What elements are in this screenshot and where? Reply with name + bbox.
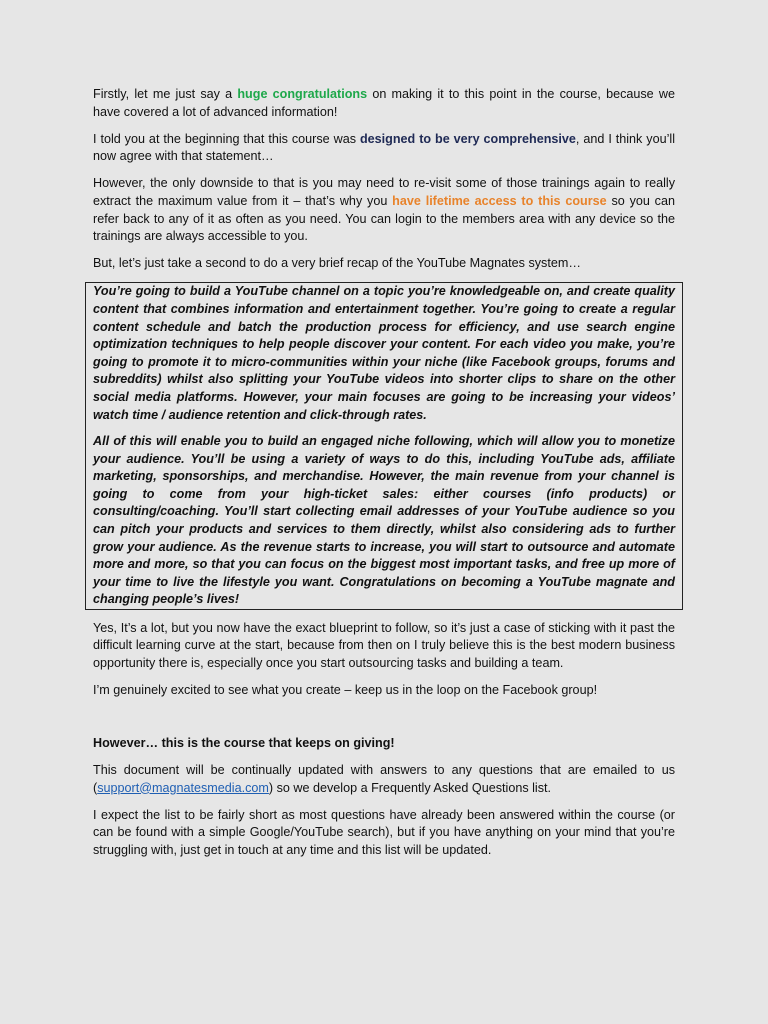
intro-paragraph-1 bbox=[93, 86, 675, 121]
faq-heading: However… this is the course that keeps on giving! bbox=[93, 735, 395, 750]
text-run: ) so we develop a Frequently Asked Questions list. bbox=[268, 780, 552, 795]
recap-box bbox=[85, 282, 683, 610]
faq-paragraph-1 bbox=[93, 762, 675, 797]
text-run: This document will be continually updated with answers to any questions that are emailed to us ( bbox=[93, 763, 675, 795]
text-run: on making it to this point in the course, because we have covered a lot of advanced information! bbox=[93, 87, 675, 119]
document-page bbox=[93, 86, 675, 869]
text-run: , and I think you’ll now agree with that statement… bbox=[93, 131, 675, 164]
faq-paragraph-2: I expect the list to be fairly short as most questions have already been answered within the course (or can be found with a simple Google/YouTube search), but if you have anything on your mind that you’re struggling with, just get in touch at any time and this list will be updated. bbox=[93, 807, 675, 857]
intro-paragraph-2 bbox=[93, 131, 675, 166]
highlight-congratulations: huge congratulations bbox=[237, 87, 368, 101]
text-run: However, the only downside to that is you may need to re-visit some of those trainings again to really extract the maximum value from it – that’s why you bbox=[93, 176, 675, 208]
intro-paragraph-3 bbox=[93, 175, 675, 245]
highlight-comprehensive: designed to be very comprehensive bbox=[359, 131, 576, 146]
recap-paragraph-2: All of this will enable you to build an engaged niche following, which will allow you to monetize your audience. You’ll be using a variety of ways to do this, including YouTube ads, affiliate marketing, sponsorships, and merchandise. However, the main revenue from your channel is going to come from your high-ticket sales: either courses (info products) or consulting/coaching. You’ll start collecting email addresses of your YouTube audience so you can pitch your products and services to them directly, whilst also considering ads to further grow your audience. As the revenue starts to increase, you will start to outsource and automate more and more, so that you can focus on the biggest most important tasks, and free up more of your time to live the lifestyle you want. Congratulations on becoming a YouTube magnate and changing people’s lives! bbox=[93, 434, 675, 607]
text-run: I told you at the beginning that this course was bbox=[93, 131, 360, 146]
closing-paragraph-2: I’m genuinely excited to see what you create – keep us in the loop on the Facebook group! bbox=[93, 682, 598, 697]
spacer bbox=[93, 709, 675, 735]
recap-paragraph-1: You’re going to build a YouTube channel on a topic you’re knowledgeable on, and create quality content that combines information and entertainment together. You’re going to create a regular content schedule and batch the production process for efficiency, and use search engine optimization techniques to help people discover your content. For each video you make, you’re going to promote it to micro-communities within your niche (like Facebook groups, forums and subreddits) whilst also splitting your YouTube videos into shorter clips to share on the other social media platforms. However, your main focuses are going to be increasing your videos’ watch time / audience retention and click-through rates. bbox=[93, 284, 675, 422]
text-run: so you can refer back to any of it as often as you need. You can login to the members area with any device so the trainings are always accessible to you. bbox=[93, 193, 675, 244]
intro-paragraph-4: But, let’s just take a second to do a very brief recap of the YouTube Magnates system… bbox=[93, 256, 581, 271]
support-email-link[interactable]: support@magnatesmedia.com bbox=[97, 780, 269, 795]
highlight-lifetime-access: have lifetime access to this course bbox=[392, 193, 607, 208]
closing-paragraph-1: Yes, It’s a lot, but you now have the exact blueprint to follow, so it’s just a case of sticking with it past the difficult learning curve at the start, because from then on I truly believe this is the best modern business opportunity there is, especially once you start outsourcing tasks and building a team. bbox=[93, 620, 675, 670]
text-run: Firstly, let me just say a bbox=[93, 87, 238, 101]
